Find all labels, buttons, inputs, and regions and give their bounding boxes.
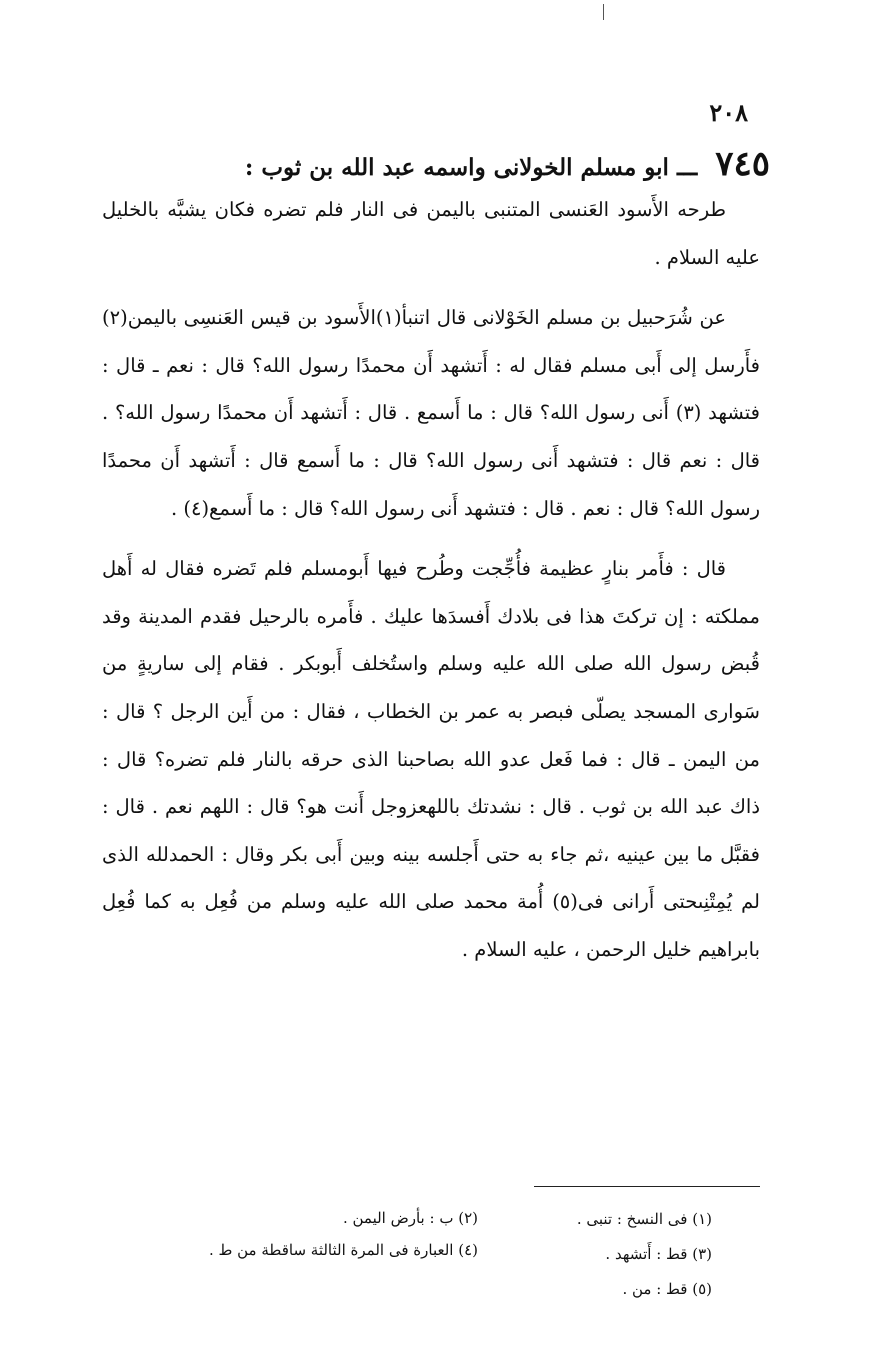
- paragraph-intro: طرحه الأَسود العَنسى المتنبى باليمن فى النار فلم تضره فكان يشبَّه بالخليل عليه السلام .: [102, 198, 760, 269]
- entry-number: ٧٤٥: [715, 144, 770, 184]
- footnote-1: (١) فى النسخ : تنبى .: [576, 1210, 712, 1228]
- footnote-divider: [534, 1186, 760, 1187]
- body-text: [102, 186, 760, 974]
- footnote-2: (٢) ب : بأرض اليمن .: [342, 1209, 478, 1227]
- paragraph-story: قال : فأَمر بنارٍ عظيمة فأُجِّجت وطُرح فيها أَبومسلم فلم تَضره فقال له أَهل مملكته : إن تركتَ هذا فى بلادك أَفسدَها عليك . فأَمره بالرحيل فقدم المدينة وقد قُبض رسول الله صلى الله عليه وسلم واستُخلف أَبوبكر . فقام إلى ساريةٍ من سَوارى المسجد يصلّى فبصر به عمر بن الخطاب ، فقال : من أَين الرجل ؟ قال : من اليمن ـ قال : فما فَعل عدو الله بصاحبنا الذى حرقه بالنار فلم تضره؟ قال : ذاك عبد الله بن ثوب . قال : نشدتك باللهعزوجل أَنت هو؟ قال : اللهم نعم . قال : فقبَّل ما بين عينيه ،ثم جاء به حتى أَجلسه بينه وبين أَبى بكر وقال : الحمدلله الذى لم يُمِتْنِىحتى أَرانى فى(٥) أُمة محمد صلى الله عليه وسلم من فُعِل به كما فُعِل بابراهيم خليل الرحمن ، عليه السلام .: [102, 557, 760, 961]
- paragraph-narration: عن شُرَحبيل بن مسلم الخَوْلانى قال اتنبأ(١)الأَسود بن قيس العَنسِى باليمن(٢) فأَرسل إلى أَبى مسلم فقال له : أَتشهد أَن محمدًا رسول الله؟ قال : نعم ـ قال : فتشهد (٣) أَنى رسول الله؟ قال : ما أَسمع . قال : أَتشهد أَن محمدًا رسول الله؟ . قال : نعم قال : فتشهد أَنى رسول الله؟ قال : ما أَسمع قال : أَتشهد أَن محمدًا رسول الله؟ قال : نعم . قال : فتشهد أَنى رسول الله؟ قال : ما أَسمع(٤) .: [102, 306, 760, 520]
- page-number: ٢٠٨: [709, 98, 748, 127]
- scan-mark: [603, 4, 604, 20]
- entry-title: ابو مسلم الخولانى واسمه عبد الله بن ثوب :: [244, 154, 669, 181]
- footnotes-left-column: [209, 1202, 478, 1266]
- footnotes-right-column: [577, 1202, 712, 1307]
- footnote-3: (٣) قط : أَتشهد .: [605, 1245, 712, 1263]
- footnote-5: (٥) قط : من .: [622, 1280, 712, 1298]
- entry-dash: ـــ: [676, 154, 698, 181]
- footnote-4: (٤) العبارة فى المرة الثالثة ساقطة من ط .: [208, 1241, 478, 1259]
- entry-heading: [240, 144, 770, 188]
